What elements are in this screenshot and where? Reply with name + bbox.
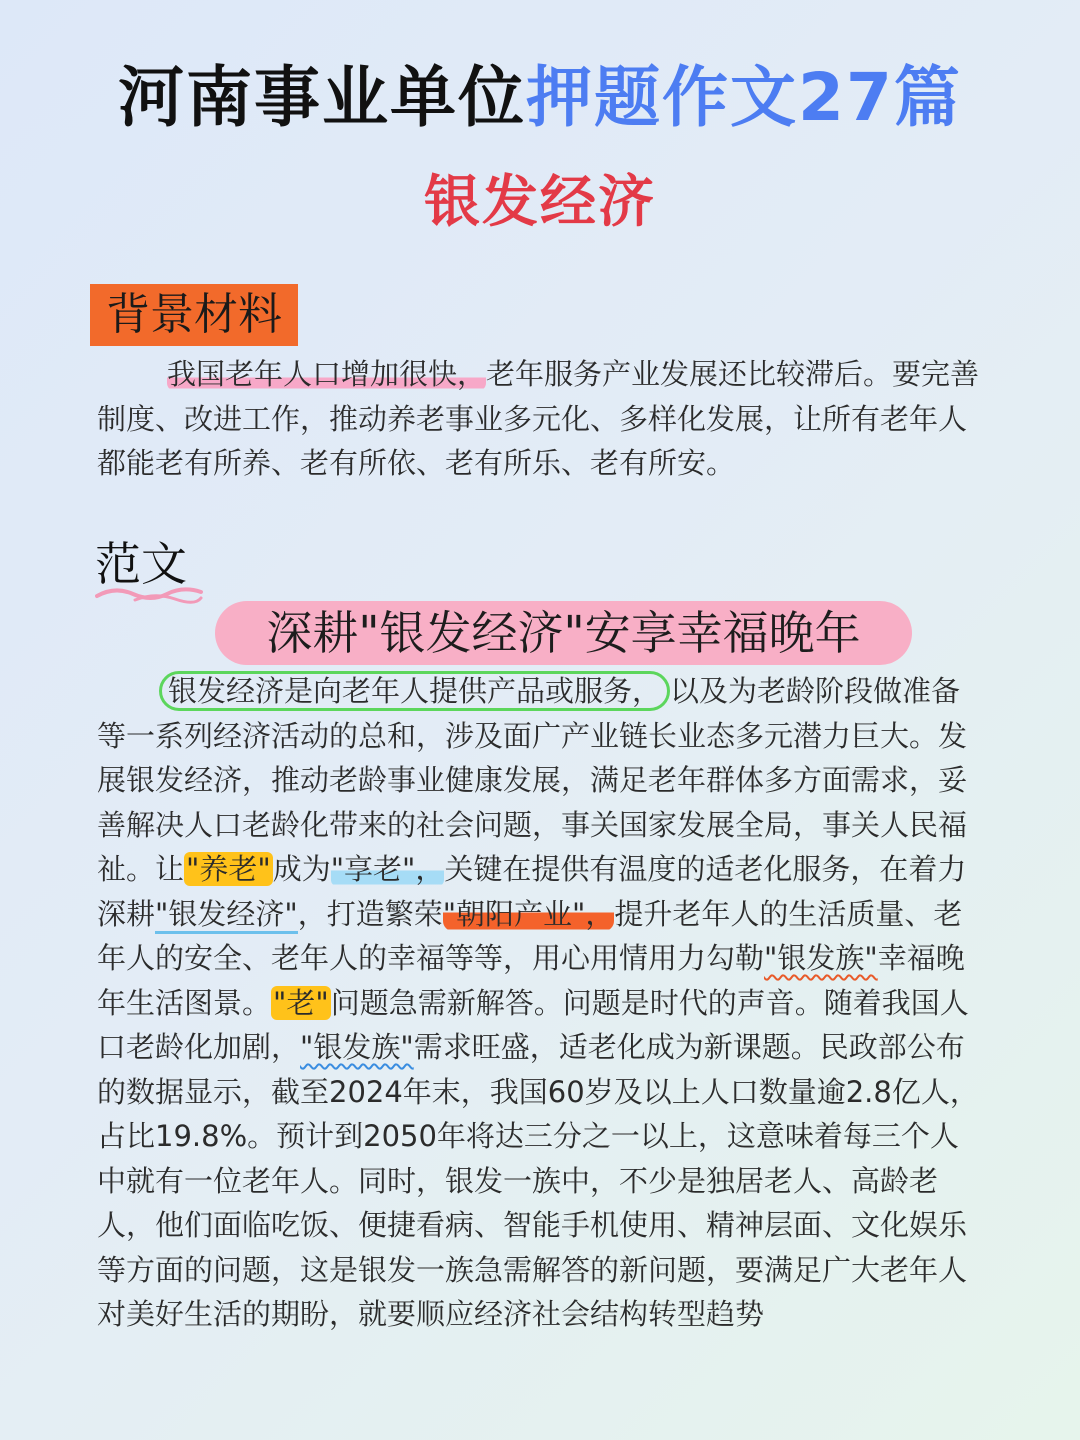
highlight-text: "享老"， xyxy=(330,852,445,886)
highlight-text: "老" xyxy=(273,985,329,1020)
page-title xyxy=(0,58,1080,138)
background-section-tag: 背景材料 xyxy=(90,284,298,346)
wavy-underlined-text: "银发族" xyxy=(300,1030,414,1064)
page-title-dark: 河南事业单位 xyxy=(118,59,527,136)
essay-paragraph xyxy=(97,669,987,1337)
highlight-text: 我国老年人口增加很快， xyxy=(167,357,487,391)
highlight-text: "朝阳产业"， xyxy=(442,896,615,931)
underlined-text: "银发经济" xyxy=(155,897,298,934)
paragraph-text: 幸福晚年生活图景。 xyxy=(97,941,965,1020)
paragraph-text: 成为 xyxy=(272,852,331,886)
paragraph-text: 老年服务产业发展还比较滞后。要完善制度、改进工作，推动养老事业多元化、多样化发展，让所有老年人都能老有所养、老有所依、老有所乐、老有所安。 xyxy=(97,357,980,480)
highlight-text: "养老" xyxy=(186,852,271,886)
pink-squiggle-decoration xyxy=(95,584,205,604)
essay-title: 深耕"银发经济"安享幸福晚年 xyxy=(215,601,912,665)
paragraph-text: 以及为老龄阶段做准备等一系列经济活动的总和，涉及面广产业链长业态多元潜力巨大。发展银发经济，推动老龄事业健康发展，满足老年群体多方面需求，妥善解决人口老龄化带来的社会问题，事关国家发展全局，事关人民福祉。让 xyxy=(97,674,968,886)
paragraph-text: 关键在提供有温度的适老化服务，在着力深耕 xyxy=(97,852,967,931)
paragraph-text: 问题急需新解答。问题是时代的声音。随着我国人口老龄化加剧， xyxy=(97,985,969,1064)
circled-text: 银发经济是向老年人提供产品或服务， xyxy=(159,671,670,711)
wavy-underlined-text: "银发族" xyxy=(764,941,878,975)
page-subtitle: 银发经济 xyxy=(424,170,656,235)
page-title-blue: 押题作文27篇 xyxy=(526,59,962,136)
paragraph-text: 需求旺盛，适老化成为新课题。民政部公布的数据显示，截至2024年末，我国60岁及以上人口数量逾2.8亿人，占比19.8%。预计到2050年将达三分之一以上，这意味着每三个人中就有一位老年人。同时，银发一族中，不少是独居老人、高龄老人，他们面临吃饭、便捷看病、智能手机使用、精神层面、文化娱乐等方面的问题，这是银发一族急需解答的新问题，要满足广大老年人对美好生活的期盼，就要顺应经济社会结构转型趋势 xyxy=(97,1030,979,1331)
paragraph-text: 提升老年人的生活质量、老年人的安全、老年人的幸福等等，用心用情用力勾勒 xyxy=(97,896,963,975)
essay-section-label: 范文 xyxy=(95,537,187,591)
background-paragraph xyxy=(97,352,987,486)
paragraph-text: ，打造繁荣 xyxy=(297,896,443,931)
